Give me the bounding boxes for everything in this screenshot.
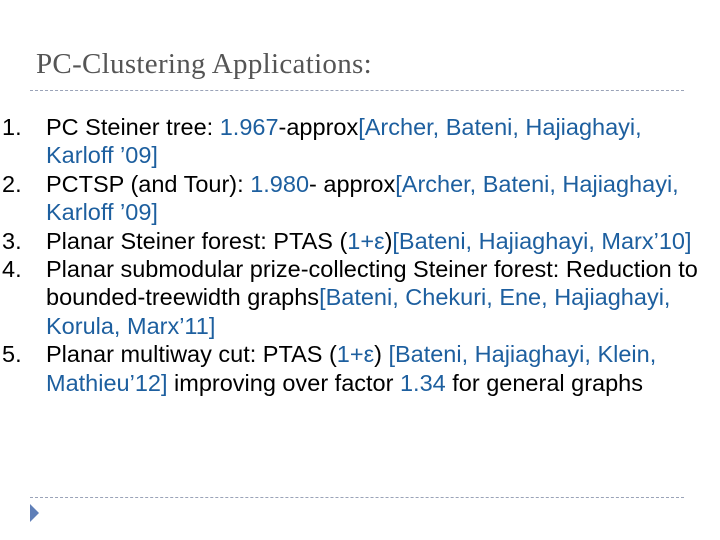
item-text: Planar Steiner forest: PTAS ( [46, 227, 348, 254]
citation: [Archer, Bateni, Hajiaghayi, Karloff ’09] [46, 170, 679, 226]
approx-factor: 1+ε [347, 227, 385, 254]
list-item [0, 227, 720, 255]
item-number: 3. [2, 227, 22, 254]
item-number: 5. [2, 341, 22, 368]
applications-list [0, 113, 720, 397]
slide-title: PC-Clustering Applications: [36, 48, 372, 80]
item-text: PC Steiner tree: [46, 114, 220, 140]
item-text: PCTSP (and Tour): [46, 170, 251, 197]
title-divider [30, 90, 684, 91]
list-item [0, 113, 720, 170]
item-text: for general graphs [445, 369, 643, 396]
list-item [0, 170, 720, 227]
item-text: improving over factor [167, 369, 400, 396]
item-text: ) [384, 227, 393, 254]
approx-factor: 1+ε [336, 341, 375, 368]
citation: [Bateni, Hajiaghayi, Marx’10] [392, 227, 692, 254]
approx-factor: 1.967 [219, 114, 279, 140]
item-text: -approx [278, 114, 359, 140]
citation: [Bateni, Chekuri, Ene, Hajiaghayi, Korula, Marx’11] [46, 284, 671, 339]
list-item [0, 255, 720, 340]
item-text: - approx [309, 170, 396, 197]
item-number: 2. [2, 170, 22, 197]
item-text: Planar submodular prize-collecting Steiner forest: Reduction to bounded-treewidth graphs [46, 256, 698, 311]
triangle-bullet-icon [30, 504, 39, 522]
citation: [Bateni, Hajiaghayi, Klein, Mathieu’12] [46, 341, 657, 396]
item-number: 4. [2, 256, 22, 283]
list-item [0, 340, 720, 397]
item-text: ) [374, 341, 389, 368]
item-number: 1. [2, 114, 22, 140]
item-text: Planar multiway cut: PTAS ( [46, 341, 337, 368]
approx-factor: 1.980 [250, 170, 310, 197]
approx-factor: 1.34 [399, 369, 446, 396]
footer-divider [30, 497, 684, 498]
citation: [Archer, Bateni, Hajiaghayi, Karloff ’09] [46, 114, 642, 169]
